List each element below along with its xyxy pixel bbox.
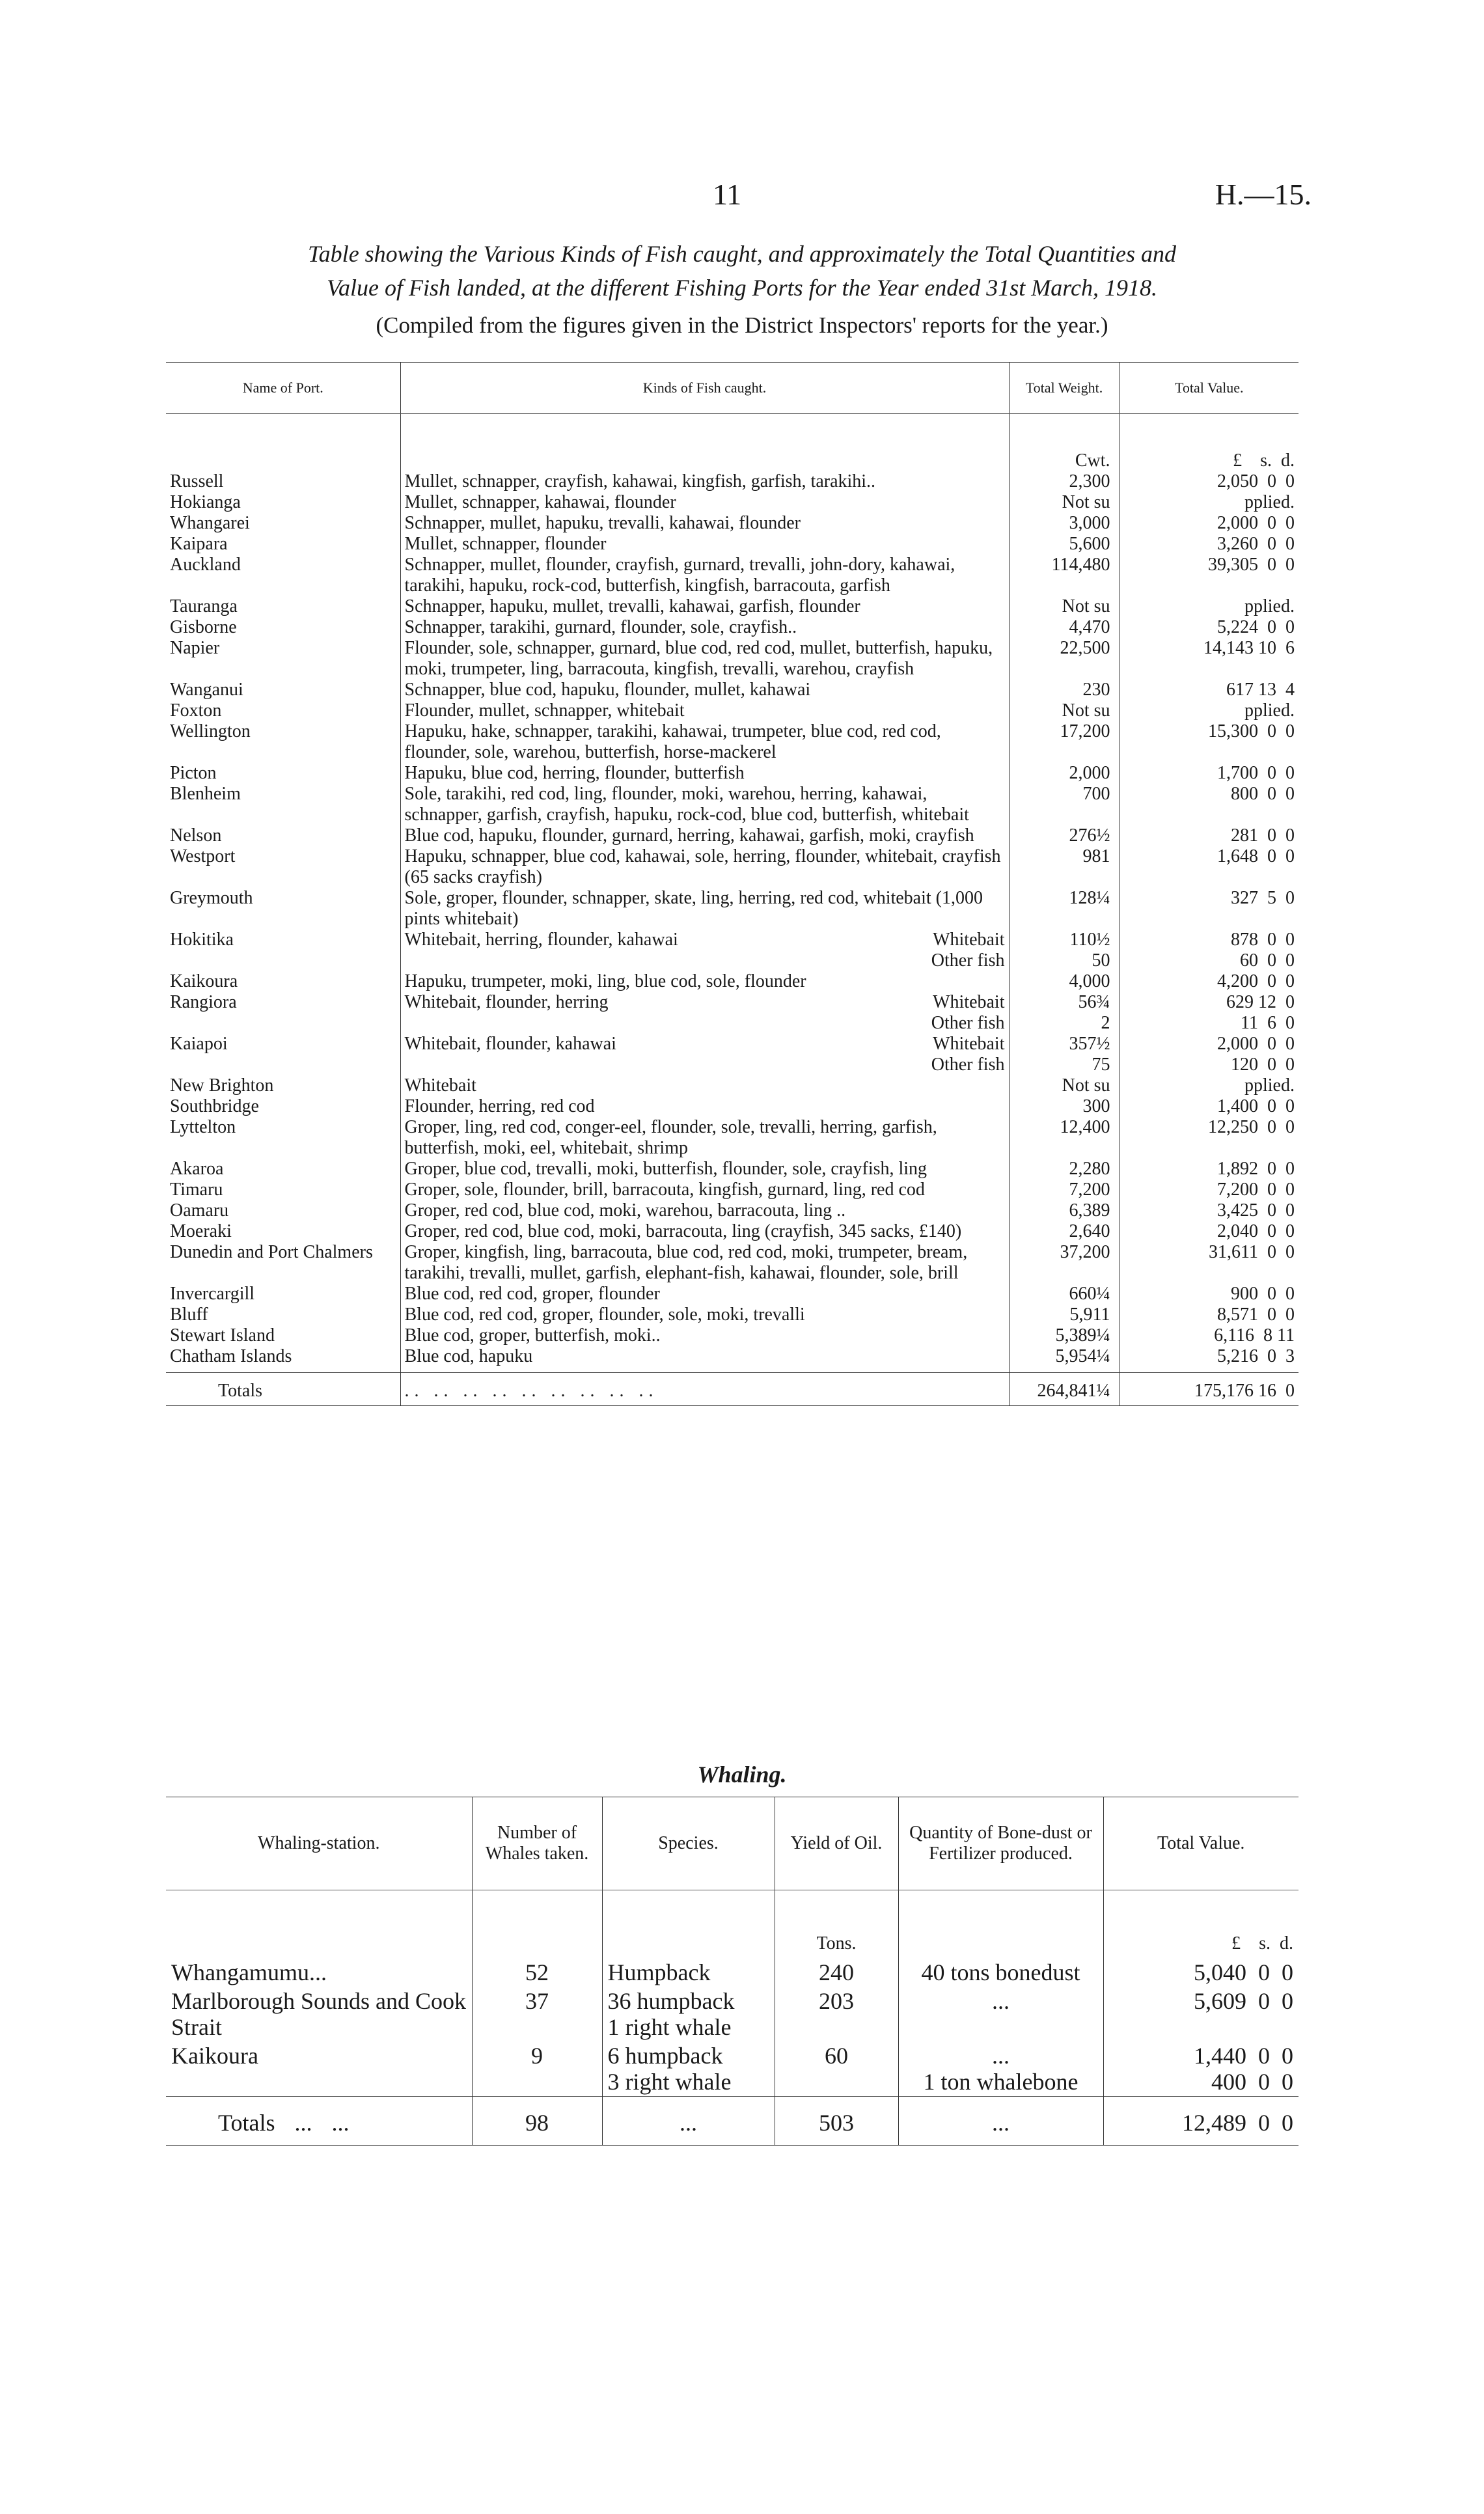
port-name: Tauranga [170, 596, 238, 616]
total-weight: Not su [1009, 596, 1120, 617]
whaling-table [166, 1797, 1298, 2146]
fish-kinds-text: Whitebait, herring, flounder, kahawai [404, 930, 678, 950]
table-row [166, 1034, 1298, 1075]
table-row [166, 638, 1298, 680]
port-name: Auckland [170, 555, 241, 575]
fish-kinds: Schnapper, blue cod, hapuku, flounder, mullet, kahawai [400, 680, 1009, 700]
header-station: Whaling-station. [166, 1797, 472, 1890]
fish-kinds: Schnapper, mullet, hapuku, trevalli, kahawai, flounder [400, 513, 1009, 534]
table-row [166, 971, 1298, 992]
header-yield: Yield of Oil. [775, 1797, 898, 1890]
value-unit: £ s. d. [1120, 414, 1298, 472]
table-row [166, 1159, 1298, 1180]
port-name: Whangarei [170, 513, 250, 533]
total-value: 2,040 0 0 [1120, 1221, 1298, 1242]
port-name: Blenheim [170, 784, 241, 804]
leader-dots: .. .. .. .. .. .. .. .. .. [404, 1381, 659, 1401]
header-total-value: Total Value. [1103, 1797, 1298, 1890]
total-value: 2,000 0 0 [1120, 513, 1298, 534]
whales-taken: 37 [472, 1987, 602, 2041]
value-entry: 400 0 0 [1211, 2069, 1293, 2095]
total-value: 1,892 0 0 [1120, 1159, 1298, 1180]
species-entry: 36 humpback [607, 1988, 735, 2014]
total-weight: 5,954¼ [1009, 1346, 1120, 1367]
fish-kinds: Mullet, schnapper, crayfish, kahawai, kingfish, garfish, tarakihi.. [400, 471, 1009, 492]
table-row [166, 700, 1298, 721]
fish-kinds: Hapuku, trumpeter, moki, ling, blue cod, sole, flounder [400, 971, 1009, 992]
value-entry: 5,609 0 0 [1194, 1988, 1293, 2014]
table-subtitle: (Compiled from the figures given in the District Inspectors' reports for the year.) [376, 312, 1108, 338]
total-value: 1,648 0 0 [1120, 846, 1298, 888]
total-value: 12,250 0 0 [1120, 1117, 1298, 1159]
table-row [166, 1242, 1298, 1284]
total-value: 31,611 0 0 [1120, 1242, 1298, 1284]
table-row [166, 888, 1298, 930]
fish-kinds: Blue cod, hapuku, flounder, gurnard, herring, kahawai, garfish, moki, crayfish [400, 825, 1009, 846]
total-weight: 17,200 [1009, 721, 1120, 763]
fish-kinds: Flounder, mullet, schnapper, whitebait [400, 700, 1009, 721]
fish-kinds-text: Whitebait, flounder, herring [404, 992, 609, 1012]
title-line-1: Table showing the Various Kinds of Fish caught, and approximately the Total Quantities and [307, 241, 1177, 267]
total-value: 8,571 0 0 [1120, 1305, 1298, 1325]
table-row [166, 1221, 1298, 1242]
total-weight: 12,400 [1009, 1117, 1120, 1159]
header-port: Name of Port. [166, 363, 400, 414]
fish-kinds-text: Whitebait, flounder, kahawai [404, 1034, 616, 1054]
port-name: Southbridge [170, 1096, 259, 1116]
total-weight: 6,389 [1009, 1200, 1120, 1221]
whaling-totals-label: Totals ... ... [166, 2097, 472, 2146]
fish-catch-table [166, 362, 1298, 1406]
total-value [1120, 930, 1298, 971]
table-row [166, 846, 1298, 888]
total-weight: 2,300 [1009, 471, 1120, 492]
total-value [1120, 992, 1298, 1034]
sub-category-label: Whitebait [933, 992, 1005, 1012]
sub-value: 120 0 0 [1231, 1055, 1295, 1075]
total-value: 5,216 0 3 [1120, 1346, 1298, 1367]
document-reference: H.—15. [1215, 178, 1312, 211]
page-header [0, 177, 1484, 216]
port-name: Invercargill [170, 1284, 255, 1304]
table-row [166, 555, 1298, 596]
sub-weight: 2 [1101, 1013, 1110, 1033]
fish-kinds: Sole, tarakihi, red cod, ling, flounder, moki, warehou, herring, kahawai, schnapper, garfish, crayfish, hapuku, rock-cod, blue cod, butterfish, whitebait [400, 784, 1009, 825]
total-value: pplied. [1120, 700, 1298, 721]
port-name: Hokianga [170, 492, 241, 512]
fish-kinds: Flounder, herring, red cod [400, 1096, 1009, 1117]
oil-yield: 60 [775, 2041, 898, 2097]
fish-kinds: Hapuku, blue cod, herring, flounder, butterfish [400, 763, 1009, 784]
table-row [166, 1325, 1298, 1346]
table-row [166, 721, 1298, 763]
oil-yield: 240 [775, 1958, 898, 1987]
port-name: Moeraki [170, 1221, 232, 1241]
fish-kinds: Flounder, sole, schnapper, gurnard, blue cod, red cod, mullet, butterfish, hapuku, moki, trumpeter, ling, barracouta, kingfish, trevalli, warehou, crayfish [400, 638, 1009, 680]
total-weight: 700 [1009, 784, 1120, 825]
whales-taken: 52 [472, 1958, 602, 1987]
sub-category-label: Whitebait [933, 1034, 1005, 1054]
header-weight: Total Weight. [1009, 363, 1120, 414]
sub-weight: 357½ [1069, 1034, 1110, 1054]
whaling-value [1103, 2041, 1298, 2097]
port-name: Westport [170, 846, 236, 866]
sub-weight: 50 [1092, 950, 1110, 971]
total-weight: 660¼ [1009, 1284, 1120, 1305]
fish-kinds: Groper, red cod, blue cod, moki, barracouta, ling (crayfish, 345 sacks, £140) [400, 1221, 1009, 1242]
header-species: Species. [602, 1797, 775, 1890]
bonedust-entry: ... [992, 2043, 1010, 2069]
port-name: Kaipara [170, 534, 228, 554]
station-name: Marlborough Sounds and Cook Strait [171, 1988, 466, 2040]
total-value: 14,143 10 6 [1120, 638, 1298, 680]
sub-category [405, 1013, 1005, 1034]
total-weight: Not su [1009, 492, 1120, 513]
total-weight [1009, 1034, 1120, 1075]
port-name: Kaikoura [170, 971, 238, 991]
species-entry: 1 right whale [607, 2014, 732, 2040]
total-value: 327 5 0 [1120, 888, 1298, 930]
species [602, 1987, 775, 2041]
table-row [166, 1200, 1298, 1221]
total-value: pplied. [1120, 1075, 1298, 1096]
total-value: 7,200 0 0 [1120, 1180, 1298, 1200]
fish-kinds: Groper, ling, red cod, conger-eel, flounder, sole, trevalli, herring, garfish, butterfish, moki, eel, whitebait, shrimp [400, 1117, 1009, 1159]
port-name: Napier [170, 638, 220, 658]
sub-value: 11 6 0 [1241, 1013, 1295, 1033]
whaling-totals-row [166, 2097, 1298, 2146]
table-row [166, 763, 1298, 784]
sub-category [405, 950, 1005, 971]
table-row [166, 825, 1298, 846]
total-weight [1009, 992, 1120, 1034]
total-value: pplied. [1120, 492, 1298, 513]
total-value: 1,400 0 0 [1120, 1096, 1298, 1117]
fish-kinds: Groper, blue cod, trevalli, moki, butterfish, flounder, sole, crayfish, ling [400, 1159, 1009, 1180]
port-name: Bluff [170, 1305, 208, 1325]
page-number: 11 [713, 178, 742, 211]
table-row [166, 784, 1298, 825]
total-value: 1,700 0 0 [1120, 763, 1298, 784]
port-name: Russell [170, 471, 224, 491]
sub-weight: 75 [1092, 1055, 1110, 1075]
table-row [166, 513, 1298, 534]
whaling-value [1103, 1987, 1298, 2041]
sub-category-label: Whitebait [933, 930, 1005, 950]
fish-kinds: Mullet, schnapper, flounder [400, 534, 1009, 555]
fish-kinds: Blue cod, hapuku [400, 1346, 1009, 1367]
total-weight: 3,000 [1009, 513, 1120, 534]
fish-kinds [400, 1034, 1009, 1075]
port-name: Gisborne [170, 617, 237, 637]
total-weight: 4,000 [1009, 971, 1120, 992]
bonedust-entry: 40 tons bonedust [921, 1959, 1080, 1985]
port-name: Lyttelton [170, 1117, 236, 1137]
whaling-title: Whaling. [697, 1761, 787, 1788]
port-name: Picton [170, 763, 217, 783]
whaling-row [166, 1958, 1298, 1987]
sub-value: 60 0 0 [1240, 950, 1295, 971]
fish-kinds: Blue cod, groper, butterfish, moki.. [400, 1325, 1009, 1346]
fish-kinds: Hapuku, schnapper, blue cod, kahawai, sole, herring, flounder, whitebait, crayfish (65 sacks crayfish) [400, 846, 1009, 888]
port-name: Akaroa [170, 1159, 224, 1179]
total-value: pplied. [1120, 596, 1298, 617]
table-row [166, 1346, 1298, 1367]
species-entry: 6 humpback [607, 2043, 723, 2069]
table-row [166, 1117, 1298, 1159]
sub-value: 629 12 0 [1226, 992, 1295, 1012]
value-entry: 5,040 0 0 [1194, 1959, 1293, 1985]
table-row [166, 1305, 1298, 1325]
fish-kinds: Schnapper, mullet, flounder, crayfish, gurnard, trevalli, john-dory, kahawai, tarakihi, hapuku, rock-cod, butterfish, kingfish, barracouta, garfish [400, 555, 1009, 596]
sub-category-label: Other fish [931, 1013, 1005, 1033]
total-weight: 37,200 [1009, 1242, 1120, 1284]
port-name: Stewart Island [170, 1325, 275, 1346]
total-value: 617 13 4 [1120, 680, 1298, 700]
whaling-value [1103, 1958, 1298, 1987]
yield-unit: Tons. [775, 1890, 898, 1959]
species [602, 1958, 775, 1987]
totals-row [166, 1373, 1298, 1406]
total-value: 3,260 0 0 [1120, 534, 1298, 555]
fish-kinds [400, 992, 1009, 1034]
fish-table-header [166, 363, 1298, 414]
fish-kinds: Schnapper, hapuku, mullet, trevalli, kahawai, garfish, flounder [400, 596, 1009, 617]
station-name: Kaikoura [171, 2043, 258, 2069]
port-name: Wellington [170, 721, 251, 741]
species [602, 2041, 775, 2097]
total-value: 15,300 0 0 [1120, 721, 1298, 763]
fish-kinds: Schnapper, tarakihi, gurnard, flounder, sole, crayfish.. [400, 617, 1009, 638]
table-row [166, 471, 1298, 492]
port-name: Foxton [170, 700, 222, 721]
port-name: Chatham Islands [170, 1346, 292, 1366]
total-weight: 5,600 [1009, 534, 1120, 555]
total-weight: 2,280 [1009, 1159, 1120, 1180]
table-row [166, 1180, 1298, 1200]
table-row [166, 1075, 1298, 1096]
sub-category [405, 1055, 1005, 1075]
whales-taken: 9 [472, 2041, 602, 2097]
port-name: Hokitika [170, 930, 234, 950]
total-value: 3,425 0 0 [1120, 1200, 1298, 1221]
whaling-value-unit: £ s. d. [1103, 1890, 1298, 1959]
sub-value: 2,000 0 0 [1217, 1034, 1295, 1054]
total-value: 2,050 0 0 [1120, 471, 1298, 492]
table-title [130, 237, 1354, 305]
table-row [166, 596, 1298, 617]
total-weight: 276½ [1009, 825, 1120, 846]
total-value [1120, 1034, 1298, 1075]
total-weight: 230 [1009, 680, 1120, 700]
whaling-totals-yield: 503 [775, 2097, 898, 2146]
bonedust-entry: 1 ton whalebone [923, 2069, 1079, 2095]
whaling-table-header [166, 1797, 1298, 1890]
fish-kinds: Blue cod, red cod, groper, flounder [400, 1284, 1009, 1305]
whaling-totals-species: ... [602, 2097, 775, 2146]
fish-kinds: Sole, groper, flounder, schnapper, skate, ling, herring, red cod, whitebait (1,000 pints whitebait) [400, 888, 1009, 930]
total-weight: 300 [1009, 1096, 1120, 1117]
whaling-totals-value: 12,489 0 0 [1103, 2097, 1298, 2146]
fish-kinds: Mullet, schnapper, kahawai, flounder [400, 492, 1009, 513]
total-value: 900 0 0 [1120, 1284, 1298, 1305]
port-name: Nelson [170, 825, 222, 846]
table-row [166, 617, 1298, 638]
table-row [166, 930, 1298, 971]
total-weight: 22,500 [1009, 638, 1120, 680]
port-name: New Brighton [170, 1075, 274, 1096]
bonedust [898, 2041, 1103, 2097]
total-value: 6,116 8 11 [1120, 1325, 1298, 1346]
station-name: Whangamumu... [171, 1959, 327, 1985]
fish-kinds: Whitebait [400, 1075, 1009, 1096]
table-row [166, 1284, 1298, 1305]
total-weight: 114,480 [1009, 555, 1120, 596]
total-value: 5,224 0 0 [1120, 617, 1298, 638]
bonedust [898, 1958, 1103, 1987]
oil-yield: 203 [775, 1987, 898, 2041]
total-weight: 5,911 [1009, 1305, 1120, 1325]
species-entry: Humpback [607, 1959, 711, 1985]
units-row [166, 414, 1298, 472]
total-value: 281 0 0 [1120, 825, 1298, 846]
table-row [166, 492, 1298, 513]
port-name: Kaiapoi [170, 1034, 228, 1054]
whaling-units-row [166, 1890, 1298, 1959]
whaling-row [166, 1987, 1298, 2041]
total-weight [1009, 930, 1120, 971]
whaling-row [166, 2041, 1298, 2097]
table-row [166, 1096, 1298, 1117]
fish-kinds: Blue cod, red cod, groper, flounder, sole, moki, trevalli [400, 1305, 1009, 1325]
fish-kinds [400, 930, 1009, 971]
fish-kinds: Groper, red cod, blue cod, moki, warehou, barracouta, ling .. [400, 1200, 1009, 1221]
total-weight: 2,000 [1009, 763, 1120, 784]
totals-label: Totals [166, 1373, 400, 1406]
port-name: Timaru [170, 1180, 223, 1200]
sub-weight: 110½ [1069, 930, 1110, 950]
sub-value: 878 0 0 [1231, 930, 1295, 950]
bonedust-entry: ... [992, 1988, 1010, 2014]
table-row [166, 534, 1298, 555]
total-weight: 4,470 [1009, 617, 1120, 638]
sub-weight: 56¾ [1078, 992, 1110, 1012]
fish-kinds: Hapuku, hake, schnapper, tarakihi, kahawai, trumpeter, blue cod, red cod, flounder, sole, warehou, butterfish, horse-mackerel [400, 721, 1009, 763]
title-line-2: Value of Fish landed, at the different Fishing Ports for the Year ended 31st March, 1918. [327, 275, 1157, 301]
total-weight: 981 [1009, 846, 1120, 888]
spacer-row [166, 1367, 1298, 1373]
sub-category-label: Other fish [931, 950, 1005, 971]
value-entry: 1,440 0 0 [1194, 2043, 1293, 2069]
header-kinds: Kinds of Fish caught. [400, 363, 1009, 414]
port-name: Dunedin and Port Chalmers [170, 1242, 373, 1262]
port-name: Rangiora [170, 992, 237, 1012]
total-value: 4,200 0 0 [1120, 971, 1298, 992]
totals-weight: 264,841¼ [1009, 1373, 1120, 1406]
port-name: Wanganui [170, 680, 243, 700]
total-weight: Not su [1009, 700, 1120, 721]
table-row [166, 680, 1298, 700]
total-weight: 2,640 [1009, 1221, 1120, 1242]
total-weight: 7,200 [1009, 1180, 1120, 1200]
header-number: Number of Whales taken. [472, 1797, 602, 1890]
total-value: 800 0 0 [1120, 784, 1298, 825]
totals-value: 175,176 16 0 [1120, 1373, 1298, 1406]
weight-unit: Cwt. [1009, 414, 1120, 472]
header-value: Total Value. [1120, 363, 1298, 414]
header-bonedust: Quantity of Bone-dust or Fertilizer produced. [898, 1797, 1103, 1890]
whaling-totals-bonedust: ... [898, 2097, 1103, 2146]
table-row [166, 992, 1298, 1034]
total-value: 39,305 0 0 [1120, 555, 1298, 596]
sub-category-label: Other fish [931, 1055, 1005, 1075]
total-weight: Not su [1009, 1075, 1120, 1096]
port-name: Oamaru [170, 1200, 229, 1221]
fish-kinds: Groper, kingfish, ling, barracouta, blue cod, red cod, moki, trumpeter, bream, tarakihi, trevalli, mullet, garfish, elephant-fish, kahawai, flounder, sole, brill [400, 1242, 1009, 1284]
fish-kinds: Groper, sole, flounder, brill, barracouta, kingfish, gurnard, ling, red cod [400, 1180, 1009, 1200]
species-entry: 3 right whale [607, 2069, 732, 2095]
total-weight: 5,389¼ [1009, 1325, 1120, 1346]
port-name: Greymouth [170, 888, 253, 908]
total-weight: 128¼ [1009, 888, 1120, 930]
bonedust [898, 1987, 1103, 2041]
whaling-totals-number: 98 [472, 2097, 602, 2146]
